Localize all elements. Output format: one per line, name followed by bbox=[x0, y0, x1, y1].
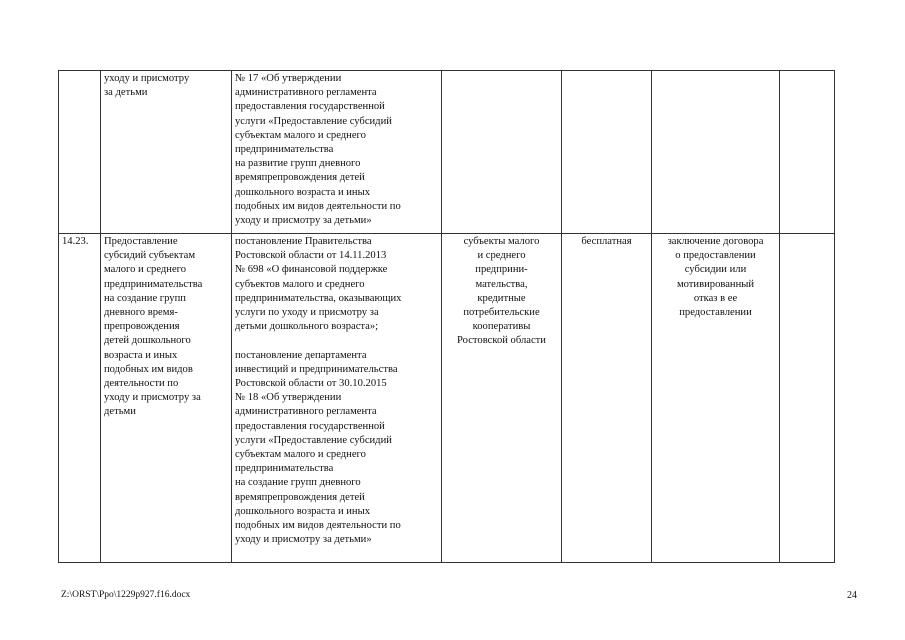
text-line: на создание групп дневного bbox=[235, 477, 361, 489]
cell-legal-acts bbox=[232, 234, 442, 563]
text-line: дошкольного возраста и иных bbox=[235, 505, 371, 517]
text-line: детей дошкольного bbox=[104, 335, 191, 347]
cell-recipients bbox=[442, 234, 562, 563]
cell-number bbox=[59, 71, 101, 234]
text-line: о предоставлении bbox=[675, 250, 756, 262]
text-line: потребительские bbox=[463, 307, 540, 319]
text-line: на развитие групп дневного bbox=[235, 158, 361, 170]
text-line: времяпрепровождения детей bbox=[235, 172, 365, 184]
cell-service-name bbox=[101, 71, 232, 234]
text-line: предпринимательства bbox=[235, 463, 334, 475]
text-line: предпринимательства, оказывающих bbox=[235, 292, 402, 304]
cell-result bbox=[652, 71, 780, 234]
text-line: времяпрепровождения детей bbox=[235, 491, 365, 503]
text-line: возраста и иных bbox=[104, 349, 178, 361]
text-line: отказ в ее bbox=[693, 292, 738, 304]
text-line: кооперативы bbox=[472, 321, 531, 333]
text-line: деятельности по bbox=[104, 378, 179, 390]
text-line: малого и среднего bbox=[104, 264, 187, 276]
text-line: инвестиций и предпринимательства bbox=[235, 363, 398, 375]
text-line: административного регламента bbox=[235, 406, 377, 418]
table-row-previous bbox=[59, 71, 835, 234]
text-line: постановление департамента bbox=[235, 349, 367, 361]
cell-result bbox=[652, 234, 780, 563]
text-line: предоставления государственной bbox=[235, 420, 385, 432]
text-line: подобных им видов деятельности по bbox=[235, 520, 401, 532]
text-line: субъектам малого и среднего bbox=[235, 129, 366, 141]
text-line: дневного время- bbox=[104, 307, 178, 319]
paragraph-gap bbox=[235, 334, 438, 348]
text-line: предоставлении bbox=[679, 307, 752, 319]
text-line: услуги «Предоставление субсидий bbox=[235, 115, 392, 127]
text-line: Ростовской области от 30.10.2015 bbox=[235, 378, 387, 390]
cell-cost: бесплатная bbox=[562, 234, 652, 563]
text-line: заключение договора bbox=[667, 236, 764, 247]
text-line: кредитные bbox=[477, 292, 526, 304]
text-line: препровождения bbox=[104, 321, 180, 333]
cell-legal-acts bbox=[232, 71, 442, 234]
text-line: уходу и присмотру bbox=[104, 73, 190, 84]
text-line: предпринимательства bbox=[235, 144, 334, 156]
text-line: субъектам малого и среднего bbox=[235, 449, 366, 461]
cell-service-name bbox=[101, 234, 232, 563]
text-line: постановление Правительства bbox=[235, 236, 372, 247]
text-line: № 17 «Об утверждении bbox=[235, 73, 342, 84]
table-row-14-23 bbox=[59, 234, 835, 563]
cell-extra bbox=[780, 71, 835, 234]
cell-extra bbox=[780, 234, 835, 563]
cell-cost bbox=[562, 71, 652, 234]
text-line: Ростовской области от 14.11.2013 bbox=[235, 250, 387, 262]
text-line: на создание групп bbox=[104, 292, 186, 304]
services-table bbox=[58, 70, 835, 563]
text-line: подобных им видов bbox=[104, 363, 193, 375]
footer-file-path: Z:\ORST\Ppo\1229p927.f16.docx bbox=[61, 590, 191, 600]
text-line: детьми bbox=[104, 406, 136, 418]
text-line: субсидии или bbox=[684, 264, 747, 276]
page-number: 24 bbox=[847, 590, 857, 601]
text-line: № 698 «О финансовой поддержке bbox=[235, 264, 388, 276]
text-line: подобных им видов деятельности по bbox=[235, 200, 401, 212]
text-line: детьми дошкольного возраста»; bbox=[235, 321, 379, 333]
text-line: предоставления государственной bbox=[235, 101, 385, 113]
text-line: услуги «Предоставление субсидий bbox=[235, 434, 392, 446]
text-line: субсидий субъектам bbox=[104, 250, 196, 262]
text-line: мотивированный bbox=[676, 278, 755, 290]
text-line: дошкольного возраста и иных bbox=[235, 186, 371, 198]
text-line: за детьми bbox=[104, 87, 148, 99]
text-line: № 18 «Об утверждении bbox=[235, 392, 342, 404]
text-line: уходу и присмотру за bbox=[104, 392, 201, 404]
text-line: предприни- bbox=[475, 264, 528, 276]
text-line: уходу и присмотру за детьми» bbox=[235, 534, 372, 546]
text-line: Ростовской области bbox=[457, 335, 546, 347]
cell-recipients bbox=[442, 71, 562, 234]
text-line: субъектов малого и среднего bbox=[235, 278, 365, 290]
text-line: предпринимательства bbox=[104, 278, 203, 290]
cell-number: 14.23. bbox=[59, 234, 101, 563]
text-line: административного регламента bbox=[235, 87, 377, 99]
text-line: субъекты малого bbox=[463, 236, 540, 247]
text-line: уходу и присмотру за детьми» bbox=[235, 215, 372, 227]
text-line: Предоставление bbox=[104, 236, 178, 247]
text-line: услуги по уходу и присмотру за bbox=[235, 307, 379, 319]
text-line: и среднего bbox=[477, 250, 526, 262]
text-line: мательства, bbox=[475, 278, 528, 290]
